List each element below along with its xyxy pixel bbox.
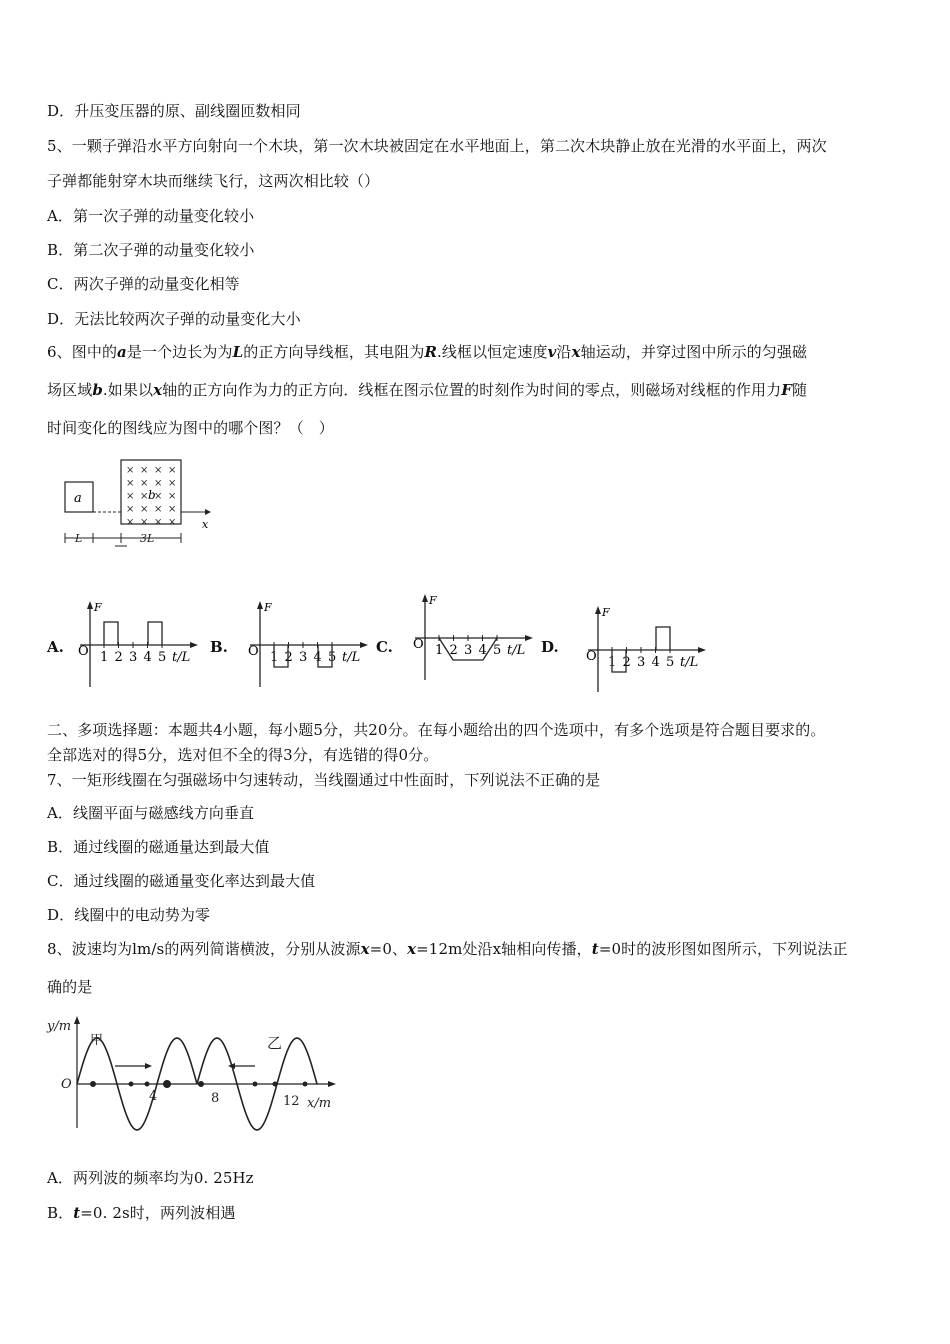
field-cross: × <box>168 478 177 489</box>
field-cross: × <box>168 504 177 515</box>
t-axis-arrow <box>698 647 706 653</box>
q6-graph-d <box>580 600 710 700</box>
tick-label: 5 <box>666 655 675 670</box>
x-axis-label: x <box>202 518 209 531</box>
origin-label: O <box>413 637 424 652</box>
q6-option-a-label: A. <box>47 638 64 656</box>
wave-yi-label: 乙 <box>267 1034 283 1052</box>
t-over-l-label: t/L <box>342 650 361 665</box>
tick-label: 5 <box>328 650 337 665</box>
x-axis-unit-label: x/m <box>307 1096 332 1111</box>
tick-label: 4 <box>651 655 660 670</box>
field-b-label: b <box>148 488 156 502</box>
q7-stem: 7、一矩形线圈在匀强磁场中匀速转动，当线圈通过中性面时，下列说法不正确的是 <box>47 771 601 789</box>
field-cross: × <box>140 491 149 502</box>
tick-label: 2 <box>449 643 458 658</box>
q6-graph-a <box>72 595 202 695</box>
q6-option-c-label: C. <box>376 638 393 656</box>
field-cross: × <box>140 504 149 515</box>
q8-option-a: A．两列波的频率均为0. 25Hz <box>47 1169 254 1187</box>
t-axis-arrow <box>190 642 198 648</box>
q5-option-c: C．两次子弹的动量变化相等 <box>47 275 240 293</box>
field-cross: × <box>126 478 135 489</box>
q7-option-b: B．通过线圈的磁通量达到最大值 <box>47 838 270 856</box>
tick-label: 3 <box>637 655 646 670</box>
q6-graph-b <box>242 595 372 695</box>
force-curve <box>104 622 162 645</box>
tick-label: 4 <box>478 643 487 658</box>
t-over-l-label: t/L <box>680 655 699 670</box>
section2-heading-line2: 全部选对的得5分，选对但不全的得3分，有选错的得0分。 <box>47 746 439 764</box>
field-cross: × <box>168 465 177 476</box>
field-cross: × <box>126 465 135 476</box>
tick-label: 5 <box>493 643 502 658</box>
tick-label: 4 <box>313 650 322 665</box>
q6-option-d-label: D. <box>541 638 559 656</box>
field-cross: × <box>140 478 149 489</box>
t-over-l-label: t/L <box>507 643 526 658</box>
field-cross: × <box>126 504 135 515</box>
dim-3l-label: 3L <box>140 532 155 545</box>
tick-label: 1 <box>270 650 279 665</box>
dim-l-label: L <box>75 532 83 545</box>
origin-label: O <box>78 644 89 659</box>
f-axis-arrow <box>422 594 428 602</box>
q8-stem-line2: 确的是 <box>47 978 93 996</box>
q5-option-a: A．第一次子弹的动量变化较小 <box>47 207 255 225</box>
q5-stem-line1: 5、一颗子弹沿水平方向射向一个木块，第一次木块被固定在水平地面上，第二次木块静止放在光滑的水平面上，两次 <box>47 137 827 155</box>
field-cross: × <box>126 517 135 528</box>
field-cross: × <box>168 491 177 502</box>
frame-a-label: a <box>74 491 82 506</box>
f-axis-arrow <box>257 601 263 609</box>
f-label: F <box>264 601 272 614</box>
field-cross: × <box>154 504 163 515</box>
q6-stem-line2: 场区域b.如果以x轴的正方向作为力的正方向．线框在图示位置的时刻作为时间的零点，则磁场对线框的作用力F随 <box>47 381 808 399</box>
q7-option-a: A．线圈平面与磁感线方向垂直 <box>47 804 255 822</box>
tick-label: 2 <box>114 650 123 665</box>
field-cross: × <box>154 478 163 489</box>
q5-option-b: B．第二次子弹的动量变化较小 <box>47 241 255 259</box>
q5-stem-line2: 子弹都能射穿木块而继续飞行，这两次相比较（） <box>47 172 380 190</box>
t-over-l-label: t/L <box>172 650 191 665</box>
tick-label: 1 <box>608 655 617 670</box>
field-cross: × <box>126 491 135 502</box>
tick-label: 1 <box>435 643 444 658</box>
field-cross: × <box>140 517 149 528</box>
q7-option-c: C．通过线圈的磁通量变化率达到最大值 <box>47 872 316 890</box>
q8-option-b: B．t=0. 2s时，两列波相遇 <box>47 1204 236 1222</box>
q4-option-d: D．升压变压器的原、副线圈匝数相同 <box>47 102 301 120</box>
tick-label: 3 <box>299 650 308 665</box>
f-axis-arrow <box>595 606 601 614</box>
wave-jia-label: 甲 <box>90 1033 104 1048</box>
field-cross: × <box>154 517 163 528</box>
f-label: F <box>602 606 610 619</box>
f-axis-arrow <box>87 601 93 609</box>
tick-label: 1 <box>100 650 109 665</box>
f-label: F <box>94 601 102 614</box>
t-axis-arrow <box>525 635 533 641</box>
q6-setup-figure <box>55 455 225 555</box>
tick-label: 2 <box>622 655 631 670</box>
t-axis-arrow <box>360 642 368 648</box>
origin-label: O <box>248 644 259 659</box>
q6-stem-line3: 时间变化的图线应为图中的哪个图？（ ） <box>47 419 334 437</box>
tick-8: 8 <box>211 1091 220 1106</box>
field-cross: × <box>154 465 163 476</box>
field-cross: × <box>168 517 177 528</box>
f-label: F <box>429 594 437 607</box>
y-axis-label: y/m <box>47 1019 72 1034</box>
tick-label: 5 <box>158 650 167 665</box>
tick-label: 3 <box>129 650 138 665</box>
q6-graph-c <box>407 588 537 688</box>
tick-label: 2 <box>284 650 293 665</box>
q6-stem-line1: 6、图中的a是一个边长为为L的正方向导线框，其电阻为R.线框以恒定速度v沿x轴运动，并穿过图中所示的匀强磁 <box>47 343 808 361</box>
tick-label: 3 <box>464 643 473 658</box>
q6-option-b-label: B. <box>210 638 228 656</box>
field-cross: × <box>140 465 149 476</box>
origin-label: O <box>61 1077 72 1092</box>
q7-option-d: D．线圈中的电动势为零 <box>47 906 211 924</box>
tick-12: 12 <box>283 1094 300 1109</box>
q8-stem-line1: 8、波速均为lm/s的两列简谐横波，分别从波源x=0、x=12m处沿x轴相向传播，t=0时的波形图如图所示，下列说法正 <box>47 940 848 958</box>
tick-4: 4 <box>149 1089 158 1104</box>
origin-label: O <box>586 649 597 664</box>
section2-heading-line1: 二、多项选择题：本题共4小题，每小题5分，共20分。在每小题给出的四个选项中，有多个选项是符合题目要求的。 <box>47 721 826 739</box>
tick-label: 4 <box>143 650 152 665</box>
q8-wave-figure <box>45 1010 345 1135</box>
field-cross: × <box>154 491 163 502</box>
q5-option-d: D．无法比较两次子弹的动量变化大小 <box>47 310 301 328</box>
